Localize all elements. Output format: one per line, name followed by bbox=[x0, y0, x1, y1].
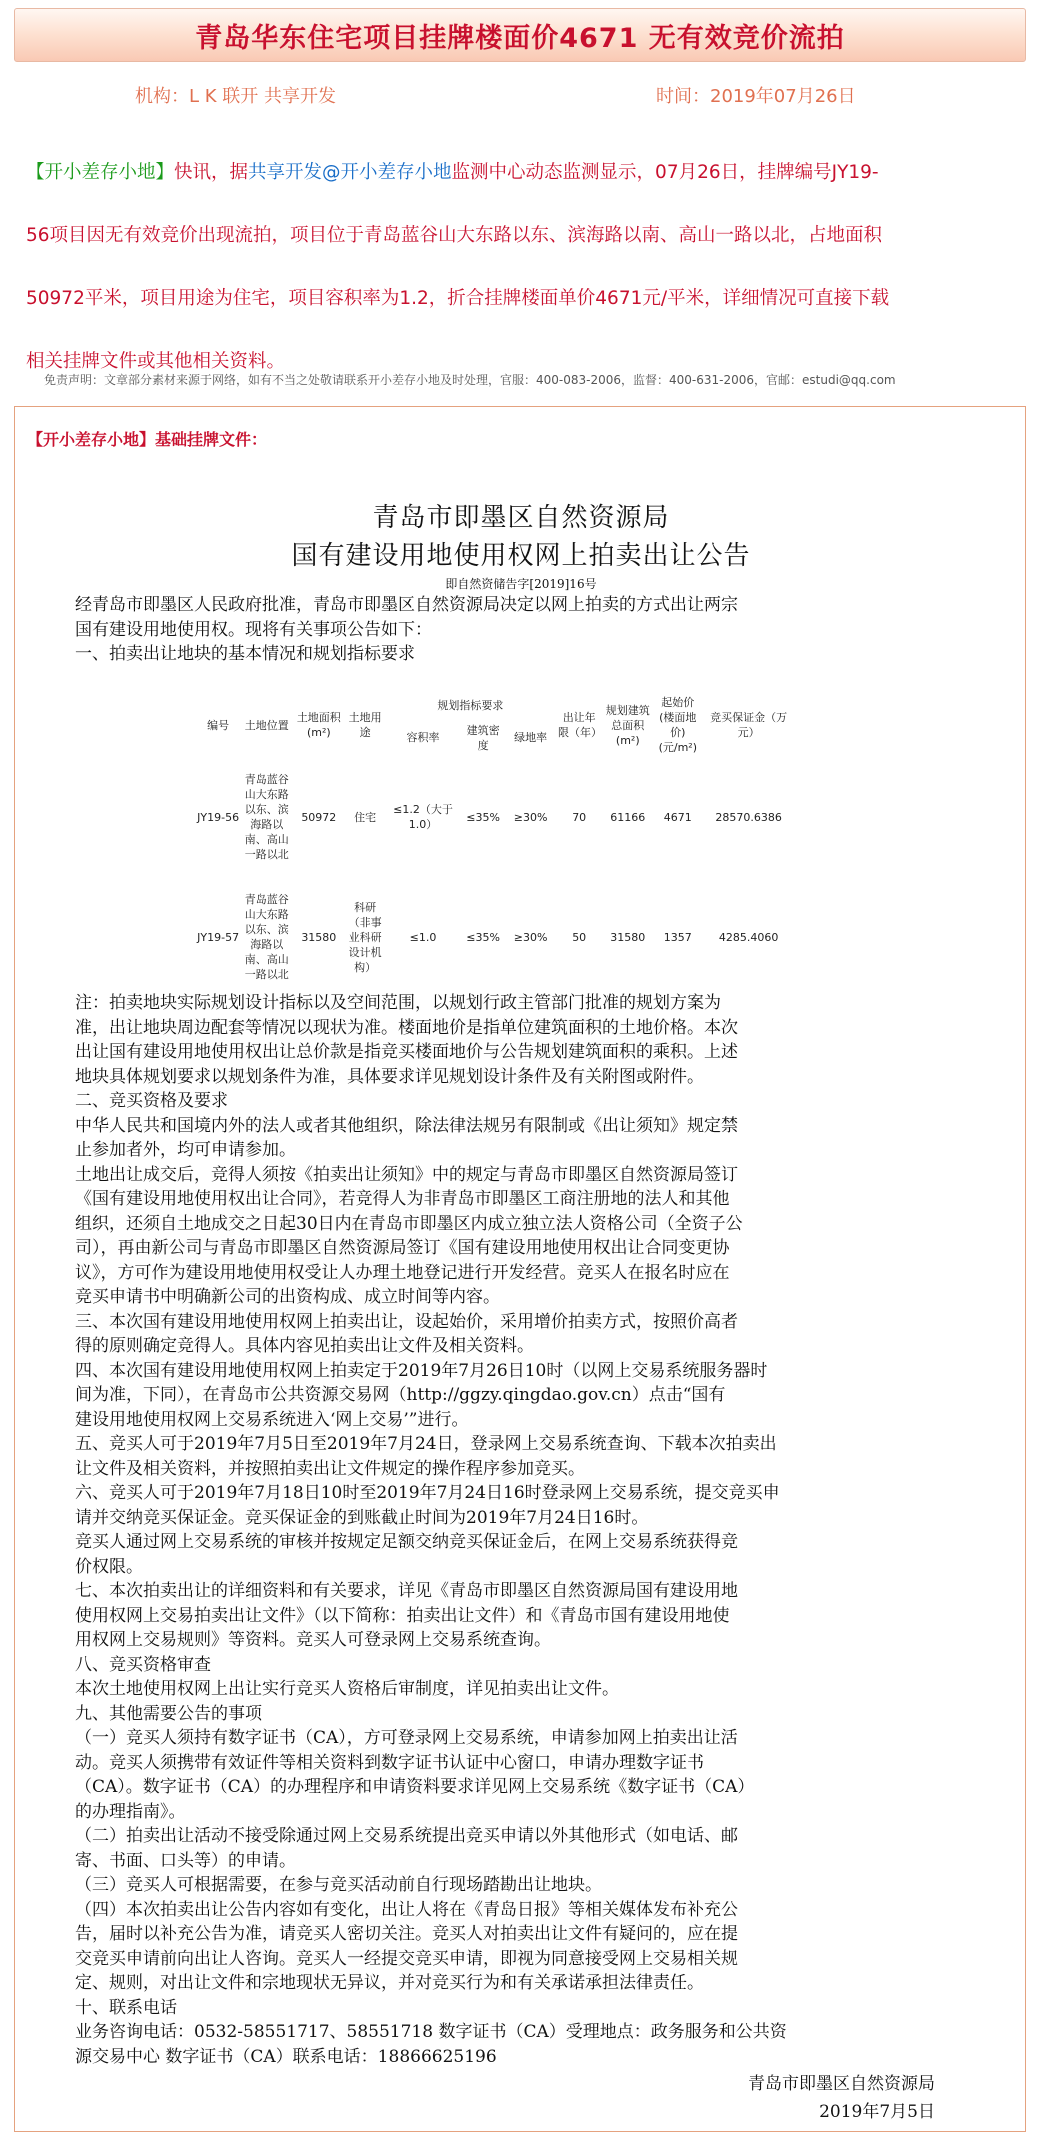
land-table bbox=[195, 693, 795, 997]
notice-line: 四、本次国有建设用地使用权网上拍卖定于2019年7月26日10时（以网上交易系统服务器时 bbox=[75, 1360, 768, 1381]
notice-line: 出让国有建设用地使用权出让总价款是指竞买楼面地价与公告规划建筑面积的乘积。上述 bbox=[75, 1042, 738, 1062]
col-header-location: 土地位置 bbox=[244, 718, 289, 732]
cell-years: 50 bbox=[572, 930, 587, 944]
table-row bbox=[195, 757, 795, 877]
col-header-green: 绿地率 bbox=[514, 731, 548, 745]
col-header-years: 出让年限（年） bbox=[558, 711, 603, 739]
news-line-3: 50972平米，项目用途为住宅，项目容积率为1.2，折合挂牌楼面单价4671元/平米，详细情况可直接下载 bbox=[26, 288, 890, 309]
notice-line: 五、竞买人可于2019年7月5日至2019年7月24日，登录网上交易系统查询、下载本次拍卖出 bbox=[75, 1434, 777, 1454]
document-box bbox=[14, 406, 1026, 2132]
intro-line: 一、拍卖出让地块的基本情况和规划指标要求 bbox=[75, 644, 415, 664]
notice-line: （四）本次拍卖出让公告内容如有变化，出让人将在《青岛日报》等相关媒体发布补充公 bbox=[75, 1899, 738, 1920]
notice-line: 六、竞买人可于2019年7月18日10时至2019年7月24日16时登录网上交易系统，提交竞买申 bbox=[75, 1483, 780, 1503]
notice-title-2: 国有建设用地使用权网上拍卖出让公告 bbox=[291, 541, 751, 571]
col-header-density: 建筑密度 bbox=[466, 723, 500, 752]
news-line-1 bbox=[26, 141, 1016, 204]
notice-line: 地块具体规划要求以规划条件为准，具体要求详见规划设计条件及有关附图或附件。 bbox=[75, 1066, 704, 1087]
news-lead: 快讯，据 bbox=[174, 162, 249, 183]
disclaimer: 免责声明：文章部分素材来源于网络，如有不当之处敬请联系开小差存小地及时处理，官服：400-083-2006，监督：400-631-2006，官邮：estudi@qq.com bbox=[44, 373, 896, 387]
notice-line: 组织，还须自土地成交之日起30日内在青岛市即墨区内成立独立法人资格公司（全资子公 bbox=[75, 1213, 743, 1234]
notice-line: 交竞买申请前向出让人咨询。竞买人一经提交竞买申请，即视为同意接受网上交易相关规 bbox=[75, 1948, 738, 1969]
col-header-start-price: 起始价(楼面地价)(元/m²) bbox=[658, 696, 697, 754]
news-paragraph bbox=[26, 141, 1016, 393]
notice-line: 的办理指南》。 bbox=[75, 1801, 186, 1822]
col-header-code: 编号 bbox=[207, 718, 230, 732]
doc-label: 【开小差存小地】基础挂牌文件： bbox=[27, 430, 268, 449]
meta-row bbox=[0, 82, 1041, 112]
notice-line: 九、其他需要公告的事项 bbox=[75, 1703, 262, 1724]
cell-area: 31580 bbox=[301, 930, 337, 944]
notice-line: 土地出让成交后，竞得人须按《拍卖出让须知》中的规定与青岛市即墨区自然资源局签订 bbox=[75, 1164, 738, 1185]
cell-density: ≤35% bbox=[466, 810, 500, 824]
cell-floor-area: 61166 bbox=[610, 810, 646, 824]
notice-line: 准，出让地块周边配套等情况以现状为准。楼面地价是指单位建筑面积的土地价格。本次 bbox=[75, 1017, 738, 1038]
notice-line: 让文件及相关资料，并按照拍卖出让文件规定的操作程序参加竞买。 bbox=[75, 1458, 585, 1479]
notice-body bbox=[75, 991, 955, 2069]
notice-line: 司），再由新公司与青岛市即墨区自然资源局签订《国有建设用地使用权出让合同变更协 bbox=[75, 1238, 730, 1258]
intro-line: 国有建设用地使用权。现将有关事项公告如下： bbox=[75, 619, 432, 640]
notice-line: 议》，方可作为建设用地使用权受让人办理土地登记进行开发经营。竞买人在报名时应在 bbox=[75, 1262, 730, 1283]
notice-line: 寄、书面、口头等）的申请。 bbox=[75, 1850, 296, 1871]
notice-line: （CA）。数字证书（CA）的办理程序和申请资料要求详见网上交易系统《数字证书（CA） bbox=[75, 1777, 755, 1797]
cell-green: ≥30% bbox=[513, 930, 548, 944]
notice-line: 使用权网上交易拍卖出让文件》（以下简称：拍卖出让文件）和《青岛市国有建设用地使 bbox=[75, 1605, 730, 1626]
notice-line: 本次土地使用权网上出让实行竞买人资格后审制度，详见拍卖出让文件。 bbox=[75, 1679, 619, 1699]
org-label: 机构：L K 联开 共享开发 bbox=[135, 86, 336, 107]
top-banner bbox=[14, 8, 1026, 62]
time-label: 时间：2019年07月26日 bbox=[656, 86, 856, 107]
notice-line: 中华人民共和国境内外的法人或者其他组织，除法律法规另有限制或《出让须知》规定禁 bbox=[75, 1115, 738, 1136]
col-header-deposit: 竞买保证金（万元） bbox=[710, 711, 788, 739]
notice-line: 用权网上交易规则》等资料。竞买人可登录网上交易系统查询。 bbox=[75, 1630, 551, 1650]
cell-floor-area: 31580 bbox=[610, 930, 646, 944]
notice-line: 十、联系电话 bbox=[75, 1997, 177, 2018]
cell-far: ≤1.0 bbox=[409, 930, 437, 944]
news-line-1-rest: 监测中心动态监测显示，07月26日，挂牌编号JY19- bbox=[451, 162, 879, 183]
notice-line: （一）竞买人须持有数字证书（CA），方可登录网上交易系统，申请参加网上拍卖出让活 bbox=[75, 1728, 738, 1748]
notice-line: 竞买申请书中明确新公司的出资构成、成立时间等内容。 bbox=[75, 1287, 500, 1307]
notice-line: 建设用地使用权网上交易系统进入‘网上交易’”进行。 bbox=[75, 1409, 469, 1430]
notice-line: （三）竞买人可根据需要，在参与竞买活动前自行现场踏勘出让地块。 bbox=[75, 1875, 602, 1895]
notice-line: 价权限。 bbox=[75, 1556, 143, 1577]
notice-line: 注：拍卖地块实际规划设计指标以及空间范围，以规划行政主管部门批准的规划方案为 bbox=[75, 993, 721, 1013]
notice-line: 间为准，下同），在青岛市公共资源交易网（http://ggzy.qingdao.gov.cn）点击“国有 bbox=[75, 1385, 726, 1405]
signature-date: 2019年7月5日 bbox=[819, 2102, 935, 2122]
notice-line: 请并交纳竞买保证金。竞买保证金的到账截止时间为2019年7月24日16时。 bbox=[75, 1507, 649, 1528]
notice-doc-number: 即自然资储告字[2019]16号 bbox=[445, 577, 597, 591]
cell-far: ≤1.2（大于1.0） bbox=[393, 803, 453, 831]
notice-line: （二）拍卖出让活动不接受除通过网上交易系统提出竞买申请以外其他形式（如电话、邮 bbox=[75, 1826, 738, 1846]
notice-line: 《国有建设用地使用权出让合同》，若竞得人为非青岛市即墨区工商注册地的法人和其他 bbox=[75, 1189, 730, 1209]
notice-line: 源交易中心 数字证书（CA）联系电话：18866625196 bbox=[75, 2046, 497, 2067]
col-header-area: 土地面积(m²) bbox=[296, 711, 341, 739]
notice-line: 二、竞买资格及要求 bbox=[75, 1091, 228, 1111]
notice-intro bbox=[75, 593, 955, 667]
notice-line: 动。竞买人须携带有效证件等相关资料到数字证书认证中心窗口，申请办理数字证书 bbox=[75, 1752, 704, 1773]
notice-document bbox=[15, 407, 1027, 2133]
notice-line: 告，届时以补充公告为准，请竞买人密切关注。竞买人对拍卖出让文件有疑问的，应在提 bbox=[75, 1924, 738, 1944]
notice-line: 三、本次国有建设用地使用权网上拍卖出让，设起始价，采用增价拍卖方式，按照价高者 bbox=[75, 1311, 738, 1332]
cell-code: JY19-56 bbox=[197, 810, 240, 824]
col-header-plan: 规划指标要求 bbox=[437, 699, 504, 713]
notice-line: 业务咨询电话：0532-58551717、58551718 数字证书（CA）受理地点：政务服务和公共资 bbox=[75, 2022, 787, 2042]
table-row bbox=[195, 877, 795, 997]
cell-use: 住宅 bbox=[354, 810, 377, 824]
cell-start-price: 1357 bbox=[663, 930, 692, 944]
cell-deposit: 4285.4060 bbox=[718, 930, 779, 944]
news-line-4: 相关挂牌文件或其他相关资料。 bbox=[26, 351, 286, 372]
notice-line: 七、本次拍卖出让的详细资料和有关要求，详见《青岛市即墨区自然资源局国有建设用地 bbox=[75, 1581, 738, 1601]
notice-line: 止参加者外，均可申请参加。 bbox=[75, 1140, 296, 1160]
signature-org: 青岛市即墨区自然资源局 bbox=[748, 2074, 935, 2094]
cell-code: JY19-57 bbox=[197, 930, 240, 944]
cell-location: 青岛蓝谷山大东路以东、滨海路以南、高山一路以北 bbox=[244, 893, 289, 981]
notice-line: 竞买人通过网上交易系统的审核并按规定足额交纳竞买保证金后，在网上交易系统获得竞 bbox=[75, 1532, 738, 1552]
news-highlight-link[interactable]: 共享开发@开小差存小地 bbox=[248, 162, 452, 183]
col-header-floor-area: 规划建筑总面积(m²) bbox=[605, 703, 650, 747]
news-line-2: 56项目因无有效竞价出现流拍，项目位于青岛蓝谷山大东路以东、滨海路以南、高山一路以北，占地面积 bbox=[26, 225, 883, 246]
cell-start-price: 4671 bbox=[663, 810, 692, 824]
cell-deposit: 28570.6386 bbox=[715, 810, 782, 824]
cell-green: ≥30% bbox=[513, 810, 548, 824]
notice-line: 定、规则，对出让文件和宗地现状无异议，并对竞买行为和有关承诺承担法律责任。 bbox=[75, 1973, 704, 1993]
col-header-far: 容积率 bbox=[406, 731, 440, 745]
notice-title-1: 青岛市即墨区自然资源局 bbox=[372, 503, 670, 533]
cell-area: 50972 bbox=[301, 810, 337, 824]
col-header-use: 土地用途 bbox=[348, 711, 382, 739]
notice-line: 八、竞买资格审查 bbox=[75, 1654, 211, 1675]
page-title: 青岛华东住宅项目挂牌楼面价4671 无有效竞价流拍 bbox=[195, 22, 845, 54]
news-tag: 【开小差存小地】 bbox=[26, 162, 175, 183]
intro-line: 经青岛市即墨区人民政府批准，青岛市即墨区自然资源局决定以网上拍卖的方式出让两宗 bbox=[75, 595, 738, 615]
notice-line: 得的原则确定竞得人。具体内容见拍卖出让文件及相关资料。 bbox=[75, 1336, 534, 1356]
cell-location: 青岛蓝谷山大东路以东、滨海路以南、高山一路以北 bbox=[244, 773, 289, 861]
cell-density: ≤35% bbox=[466, 930, 500, 944]
cell-years: 70 bbox=[572, 810, 587, 824]
cell-use: 科研（非事业科研设计机构） bbox=[348, 900, 382, 974]
